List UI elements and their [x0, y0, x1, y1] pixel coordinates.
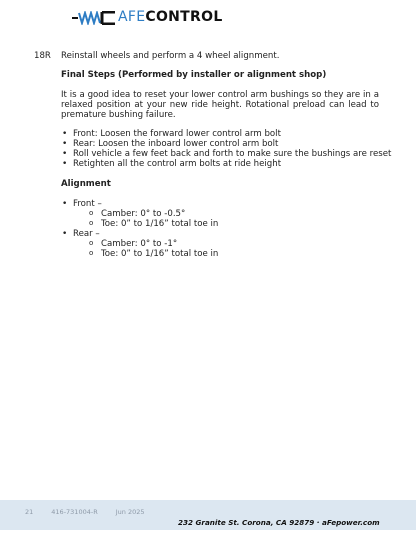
doc-date: Jun 2025: [115, 508, 145, 516]
logo-wordmark: [118, 9, 223, 25]
final-steps-list: [61, 129, 392, 169]
logo-product: CONTROL: [145, 9, 223, 25]
final-steps-heading: Final Steps (Performed by installer or alignment shop): [61, 70, 327, 80]
list-item: • Rear: Loosen the inboard lower control arm bolt: [61, 139, 381, 149]
brand-logo: [72, 9, 223, 27]
alignment-rear-label: • Rear –: [61, 229, 381, 239]
alignment-front-label: • Front –: [61, 199, 381, 209]
list-item: • Retighten all the control arm bolts at ride height: [61, 159, 381, 169]
list-item: o Toe: 0” to 1/16” total toe in: [61, 219, 381, 229]
list-item: o Camber: 0° to -0.5°: [61, 209, 381, 219]
list-item: • Roll vehicle a few feet back and forth to make sure the bushings are reset: [61, 149, 381, 159]
page-footer: [0, 500, 416, 538]
list-item: • Front: Loosen the forward lower control arm bolt: [61, 129, 381, 139]
alignment-list: [61, 199, 381, 259]
step-text: Reinstall wheels and perform a 4 wheel alignment.: [61, 51, 280, 61]
step-number: 18R: [34, 51, 51, 61]
coilover-logo-icon: [72, 11, 116, 25]
list-item: o Toe: 0” to 1/16” total toe in: [61, 249, 381, 259]
footer-meta: [25, 508, 162, 516]
alignment-heading: Alignment: [61, 179, 111, 189]
page-number: 21: [25, 508, 34, 516]
logo-brand: AFE: [118, 9, 146, 25]
alignment-rear-specs: [61, 239, 381, 259]
footer-address: 232 Granite St. Corona, CA 92879 · aFepower.com: [178, 518, 380, 527]
list-item: o Camber: 0° to -1°: [61, 239, 381, 249]
alignment-front-specs: [61, 209, 381, 229]
final-steps-paragraph: It is a good idea to reset your lower control arm bushings so they are in a relaxed position at your new ride height. Rotational preload can lead to premature bushing failure.: [61, 90, 379, 121]
doc-number: 416-731004-R: [51, 508, 98, 516]
